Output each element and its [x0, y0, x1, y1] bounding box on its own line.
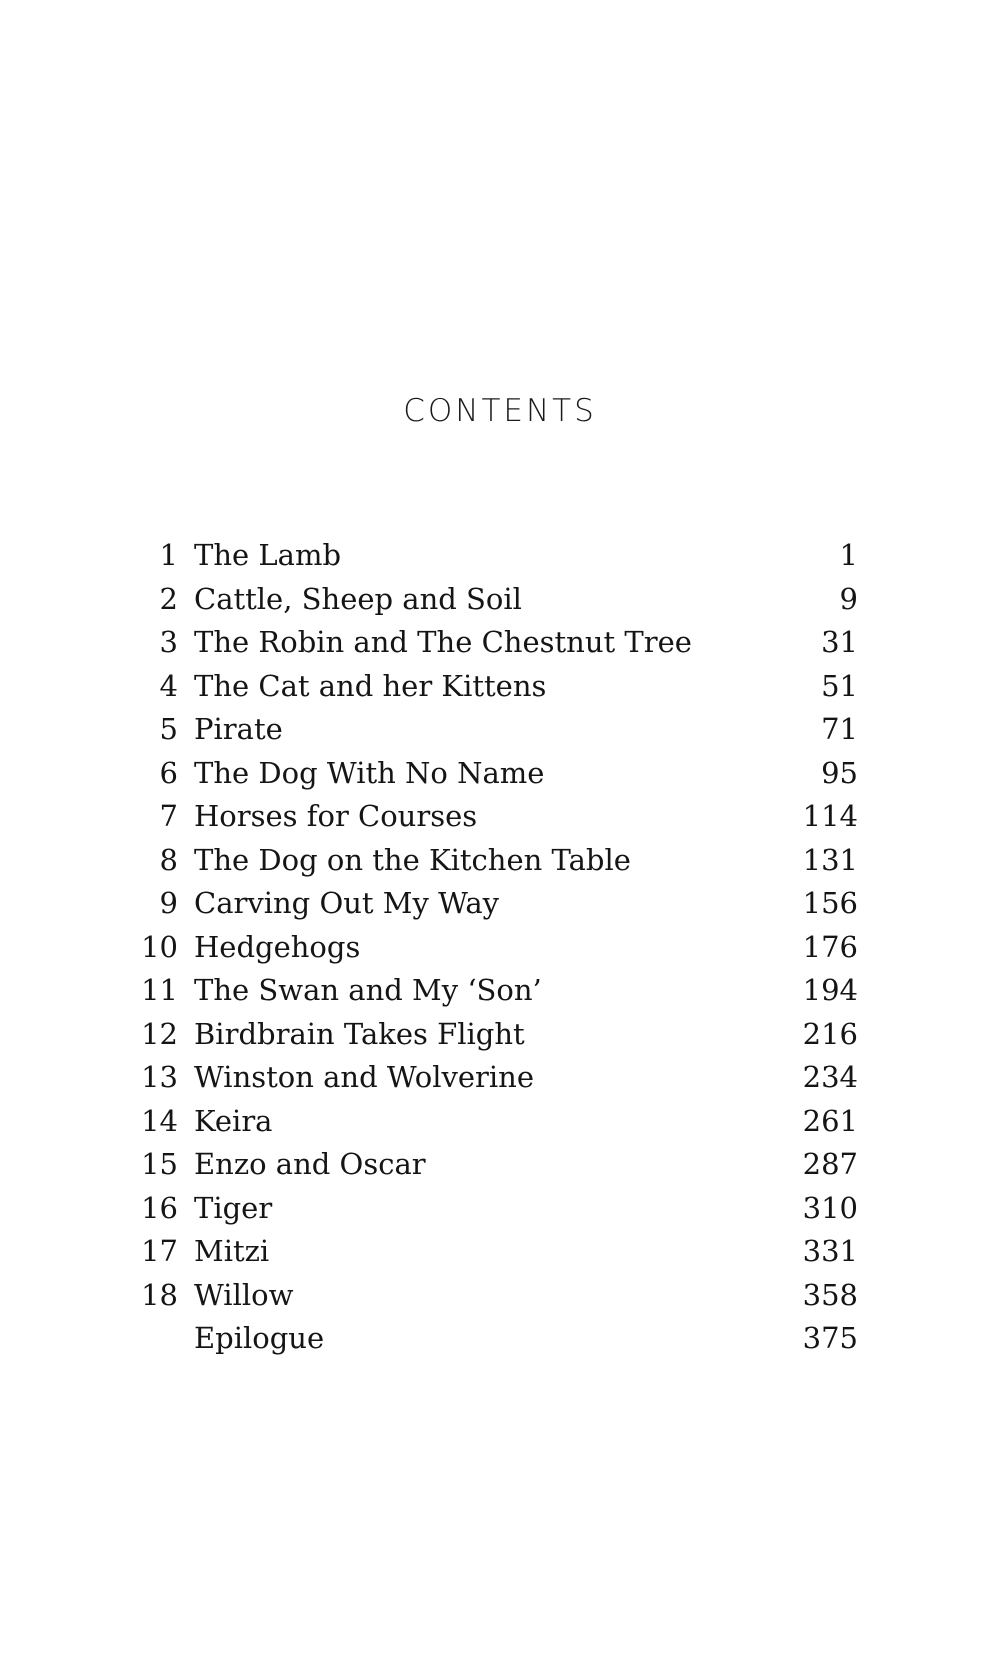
page-number: 9 — [839, 581, 858, 616]
page-number: 1 — [839, 538, 858, 572]
chapter-title: The Cat and her Kittens — [194, 668, 547, 703]
chapter-title: Birdbrain Takes Flight — [194, 1016, 525, 1051]
toc-entry — [140, 969, 858, 1013]
chapter-number: 9 — [159, 886, 178, 920]
toc-entry — [140, 1317, 858, 1361]
contents-heading: CONTENTS — [403, 392, 597, 429]
page-number: 71 — [821, 712, 858, 746]
chapter-title: The Dog With No Name — [194, 755, 545, 790]
chapter-title: Hedgehogs — [194, 929, 361, 964]
page-number: 156 — [802, 886, 858, 920]
chapter-number: 18 — [141, 1277, 178, 1312]
chapter-title: Mitzi — [194, 1234, 270, 1268]
page-number: 375 — [802, 1321, 858, 1355]
chapter-title: The Dog on the Kitchen Table — [194, 842, 631, 877]
chapter-title: The Swan and My ‘Son’ — [194, 973, 542, 1007]
page-number: 358 — [802, 1277, 858, 1312]
page-number: 194 — [802, 973, 858, 1007]
chapter-number: 15 — [141, 1147, 178, 1181]
chapter-title: Carving Out My Way — [194, 886, 500, 920]
chapter-number: 12 — [141, 1016, 178, 1051]
chapter-title: The Robin and The Chestnut Tree — [194, 625, 692, 659]
toc-entry — [140, 752, 858, 796]
toc-entry — [140, 621, 858, 665]
chapter-number: 13 — [141, 1060, 178, 1094]
page-number: 261 — [802, 1103, 858, 1138]
toc-entry — [140, 882, 858, 926]
toc-entry — [140, 1230, 858, 1274]
chapter-title: Horses for Courses — [194, 799, 478, 833]
chapter-number: 2 — [159, 581, 178, 616]
toc-entry — [140, 1100, 858, 1144]
chapter-number: 4 — [159, 668, 178, 703]
toc-entry — [140, 839, 858, 883]
chapter-title: Winston and Wolverine — [194, 1060, 534, 1094]
page-number: 176 — [802, 929, 858, 964]
chapter-title: Tiger — [194, 1190, 273, 1225]
chapter-number: 1 — [159, 538, 178, 572]
page-number: 331 — [802, 1234, 858, 1268]
page-number: 51 — [821, 668, 858, 703]
toc-entry — [140, 534, 858, 578]
chapter-number: 8 — [159, 842, 178, 877]
chapter-number: 16 — [141, 1190, 178, 1225]
chapter-title: The Lamb — [194, 538, 342, 572]
chapter-title: Keira — [194, 1103, 273, 1138]
page-number: 287 — [802, 1147, 858, 1181]
page-number: 31 — [821, 625, 858, 659]
toc-entry — [140, 795, 858, 839]
page-number: 216 — [802, 1016, 858, 1051]
chapter-title: Enzo and Oscar — [194, 1147, 426, 1181]
chapter-number: 5 — [159, 712, 178, 746]
toc-entry — [140, 578, 858, 622]
page-number: 131 — [802, 842, 858, 877]
page-number: 95 — [821, 755, 858, 790]
page-number: 234 — [802, 1060, 858, 1094]
toc-entry — [140, 1013, 858, 1057]
chapter-number: 7 — [159, 799, 178, 833]
chapter-title: Epilogue — [194, 1321, 325, 1355]
toc-entry — [140, 665, 858, 709]
toc-entry — [140, 1143, 858, 1187]
chapter-title: Willow — [194, 1277, 294, 1312]
chapter-number: 17 — [141, 1234, 178, 1268]
table-of-contents — [140, 534, 858, 1361]
toc-entry — [140, 1056, 858, 1100]
toc-entry — [140, 926, 858, 970]
chapter-title: Pirate — [194, 712, 283, 746]
chapter-number: 11 — [141, 973, 178, 1007]
page-number: 310 — [802, 1190, 858, 1225]
chapter-number: 6 — [159, 755, 178, 790]
chapter-number: 14 — [141, 1103, 178, 1138]
toc-entry — [140, 1187, 858, 1231]
page-number: 114 — [802, 799, 858, 833]
chapter-number: 3 — [159, 625, 178, 659]
chapter-number: 10 — [141, 929, 178, 964]
chapter-title: Cattle, Sheep and Soil — [194, 581, 522, 616]
toc-entry — [140, 708, 858, 752]
toc-entry — [140, 1274, 858, 1318]
